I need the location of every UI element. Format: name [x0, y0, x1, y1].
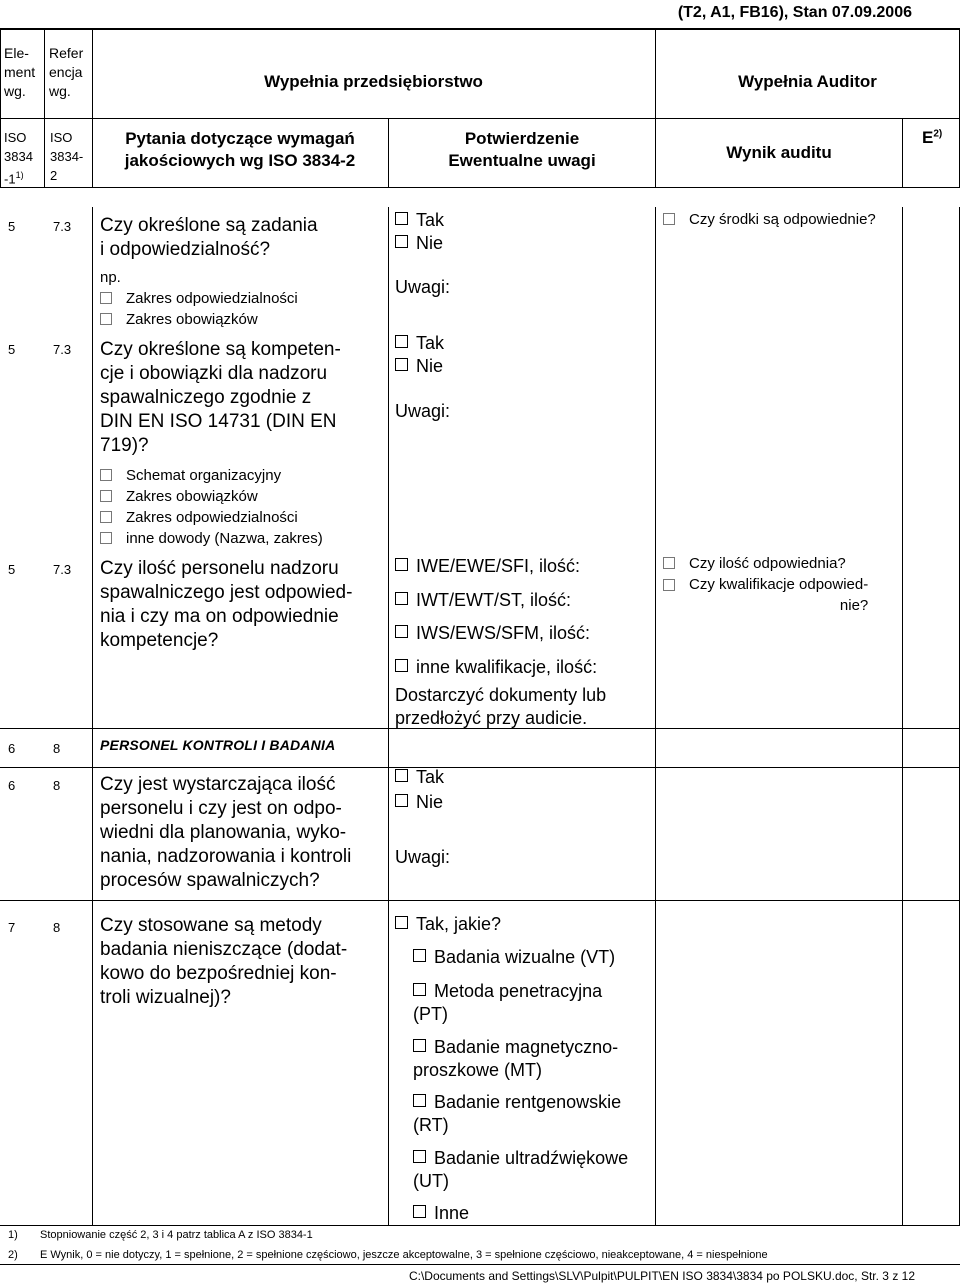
grid-line [0, 28, 1, 188]
bullet-square-icon [663, 213, 675, 225]
checkbox-nie[interactable]: Nie [395, 355, 443, 378]
checkbox-icon[interactable] [395, 769, 408, 782]
remarks-note: Dostarczyć dokumenty lub przedłożyć przy audicie. [395, 685, 607, 728]
grid-line [44, 28, 45, 188]
bullet-square-icon [100, 532, 112, 544]
checkbox-icon[interactable] [413, 1205, 426, 1218]
bullet-square-icon [663, 557, 675, 569]
row-element-number: 6 [8, 778, 16, 793]
checkbox-icon[interactable] [413, 983, 426, 996]
row-reference-number: 7.3 [53, 219, 72, 234]
audit-check-item: Czy kwalifikacje odpowied- nie? [663, 574, 868, 616]
checkbox-icon[interactable] [413, 1039, 426, 1052]
checkbox-nie[interactable]: Nie [395, 791, 443, 814]
document-reference: (T2, A1, FB16), Stan 07.09.2006 [677, 4, 912, 21]
checkbox-icon[interactable] [413, 1150, 426, 1163]
footnote-rule [0, 1264, 960, 1265]
audit-check-item: Czy środki są odpowiednie? [663, 209, 876, 230]
bullet-square-icon [100, 511, 112, 523]
question-text: Czy jest wystarczająca ilość personelu i czy jest on odpo- wiedni dla planowania, wyko- nania, nadzorowania i kontroli procesów spawalniczych? [100, 774, 352, 891]
file-path: C:\Documents and Settings\SLV\Pulpit\PULPIT\EN ISO 3834\3834 po POLSKU.doc, Str. 3 z 12 [408, 1269, 915, 1283]
checkbox-radiographic-testing[interactable]: Badanie rentgenowskie (RT) [413, 1092, 622, 1135]
row-element-number: 7 [8, 920, 16, 935]
element-column-header: Ele- ment wg. [4, 45, 36, 99]
row-element-number: 6 [8, 741, 16, 756]
footer-rule [0, 1225, 960, 1226]
checkbox-magnetic-testing[interactable]: Badanie magnetyczno- proszkowe (MT) [413, 1037, 619, 1080]
footnote: 1) Stopniowanie część 2, 3 i 4 patrz tablica A z ISO 3834-1 [8, 1229, 313, 1241]
checkbox-icon[interactable] [395, 592, 408, 605]
checkbox-icon[interactable] [395, 235, 408, 248]
list-item: Zakres odpowiedzialności [100, 507, 298, 528]
question-text: Czy określone są zadania i odpowiedzialność? [100, 215, 318, 260]
checkbox-nie[interactable]: Nie [395, 232, 443, 255]
questions-header: Pytania dotyczące wymagań jakościowych wg ISO 3834-2 [124, 129, 356, 170]
header-bottom-rule [0, 187, 960, 188]
checkbox-iwe[interactable]: IWE/EWE/SFI, ilość: [395, 555, 580, 578]
bullet-square-icon [100, 313, 112, 325]
bullet-square-icon [663, 579, 675, 591]
checkbox-iwt[interactable]: IWT/EWT/ST, ilość: [395, 589, 571, 612]
reference-column-header: Refer encja wg. [49, 45, 84, 99]
grid-line [92, 207, 93, 1225]
list-item: Zakres obowiązków [100, 309, 258, 330]
checkbox-icon[interactable] [395, 558, 408, 571]
header-divider [0, 118, 960, 119]
question-text: Czy stosowane są metody badania nieniszczące (dodat- kowo do bezpośredniej kon- troli wizualnej)? [100, 915, 348, 1008]
question-text: Czy ilość personelu nadzoru spawalniczego jest odpowied- nia i czy ma on odpowiednie kompetencje? [100, 558, 353, 651]
checkbox-icon[interactable] [395, 335, 408, 348]
bullet-square-icon [100, 490, 112, 502]
checkbox-tak[interactable]: Tak [395, 209, 444, 232]
checkbox-icon[interactable] [395, 794, 408, 807]
list-item: Schemat organizacyjny [100, 465, 281, 486]
grid-line [655, 28, 656, 188]
grid-line [388, 207, 389, 1225]
checkbox-other-method[interactable]: Inne [413, 1202, 469, 1225]
confirmation-header: Potwierdzenie Ewentualne uwagi [448, 129, 596, 170]
row-reference-number: 8 [53, 741, 61, 756]
checkbox-icon[interactable] [395, 358, 408, 371]
row-element-number: 5 [8, 562, 16, 577]
row-divider [0, 900, 960, 901]
checkbox-other-qualifications[interactable]: inne kwalifikacje, ilość: [395, 656, 597, 679]
row-reference-number: 8 [53, 778, 61, 793]
remarks-label: Uwagi: [395, 401, 451, 421]
auditor-fill-header: Wypełnia Auditor [738, 72, 877, 91]
checkbox-icon[interactable] [395, 659, 408, 672]
checkbox-iws[interactable]: IWS/EWS/SFM, ilość: [395, 622, 590, 645]
section-title: PERSONEL KONTROLI I BADANIA [100, 737, 336, 753]
checkbox-tak-which[interactable]: Tak, jakie? [395, 913, 501, 936]
row-element-number: 5 [8, 342, 16, 357]
iso-3834-1-header: ISO 3834 -1$^{1)}$ [4, 130, 33, 187]
checkbox-icon[interactable] [395, 212, 408, 225]
grid-line [902, 118, 903, 188]
question-text: Czy określone są kompeten- cje i obowiązki dla nadzoru spawalniczego zgodnie z DIN EN ISO 14731 (DIN EN 719)? [100, 339, 341, 456]
checkbox-ultrasonic-testing[interactable]: Badanie ultradźwiękowe (UT) [413, 1148, 629, 1191]
bullet-square-icon [100, 292, 112, 304]
example-label: np. [100, 269, 121, 286]
checkbox-tak[interactable]: Tak [395, 332, 444, 355]
audit-check-item: Czy ilość odpowiednia? [663, 553, 846, 574]
list-item: Zakres odpowiedzialności [100, 288, 298, 309]
audit-result-header: Wynik auditu [726, 143, 832, 162]
row-reference-number: 8 [53, 920, 61, 935]
e-column-header: $E^{2)}$ [922, 128, 943, 147]
top-rule [0, 28, 960, 30]
company-fill-header: Wypełnia przedsiębiorstwo [264, 72, 483, 91]
checkbox-penetrant-testing[interactable]: Metoda penetracyjna (PT) [413, 981, 603, 1024]
list-item: inne dowody (Nazwa, zakres) [100, 528, 323, 549]
checkbox-visual-testing[interactable]: Badania wizualne (VT) [413, 946, 615, 969]
checkbox-icon[interactable] [413, 949, 426, 962]
checkbox-icon[interactable] [395, 625, 408, 638]
checkbox-icon[interactable] [413, 1094, 426, 1107]
remarks-label: Uwagi: [395, 277, 451, 297]
checkbox-tak[interactable]: Tak [395, 766, 444, 789]
remarks-label: Uwagi: [395, 847, 451, 867]
row-element-number: 5 [8, 219, 16, 234]
iso-3834-2-header: ISO 3834- 2 [50, 130, 84, 183]
footnote: 2) E Wynik, 0 = nie dotyczy, 1 = spełnione, 2 = spełnione częściowo, jeszcze akceptowalne, 3 = spełnione częściowo, nieakceptowane, 4 = niespełnione [8, 1249, 768, 1261]
row-reference-number: 7.3 [53, 342, 72, 357]
bullet-square-icon [100, 469, 112, 481]
row-divider [0, 767, 960, 768]
list-item: Zakres obowiązków [100, 486, 258, 507]
row-reference-number: 7.3 [53, 562, 72, 577]
grid-line [655, 207, 656, 1225]
checkbox-icon[interactable] [395, 916, 408, 929]
grid-line [902, 207, 903, 1225]
